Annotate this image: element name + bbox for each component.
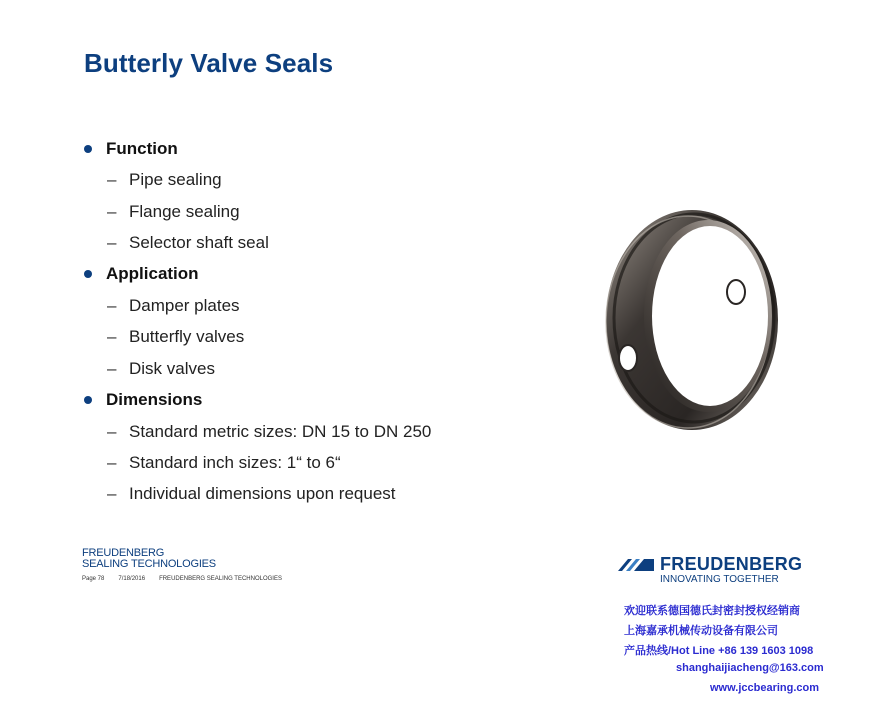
contact-line1: 欢迎联系德国德氏封密封授权经销商 <box>624 605 800 617</box>
list-item-label: Individual dimensions upon request <box>129 484 396 503</box>
footer-meta <box>82 576 282 582</box>
list-item-label: Pipe sealing <box>129 170 222 189</box>
dash-icon: – <box>107 233 117 252</box>
section-heading-dimensions <box>84 390 202 410</box>
footer-date: 7/18/2016 <box>118 576 146 582</box>
dash-icon: – <box>107 422 117 441</box>
dash-icon: – <box>107 484 117 503</box>
list-item-label: Standard metric sizes: DN 15 to DN 250 <box>129 422 432 441</box>
page-number: Page 78 <box>82 576 105 582</box>
list-item-label: Selector shaft seal <box>129 233 269 252</box>
brand-tagline: INNOVATING TOGETHER <box>660 574 779 585</box>
contact-hotline: 产品热线/Hot Line +86 139 1603 1098 <box>624 645 814 657</box>
list-item <box>107 453 341 473</box>
contact-email[interactable]: shanghaijiacheng@163.com <box>676 662 824 674</box>
list-item-label: Standard inch sizes: 1“ to 6“ <box>129 453 341 472</box>
dash-icon: – <box>107 359 117 378</box>
dash-icon: – <box>107 202 117 221</box>
dash-icon: – <box>107 296 117 315</box>
section-heading-label: Dimensions <box>106 390 203 409</box>
list-item <box>107 170 222 190</box>
seal-ring-image <box>590 200 790 440</box>
brand-name: FREUDENBERG <box>660 554 803 574</box>
dash-icon: – <box>107 453 117 472</box>
section-heading-label: Application <box>106 264 199 283</box>
section-heading-label: Function <box>106 139 178 158</box>
dash-icon: – <box>107 327 117 346</box>
page-title: Butterly Valve Seals <box>84 48 334 78</box>
list-item-label: Damper plates <box>129 296 240 315</box>
section-heading-function <box>84 139 178 159</box>
contact-line2: 上海嘉承机械传动设备有限公司 <box>624 625 778 637</box>
footer-logo-line1: FREUDENBERG <box>82 547 165 559</box>
bullet-icon <box>84 270 92 278</box>
freudenberg-logo <box>618 554 802 575</box>
list-item-label: Flange sealing <box>129 202 240 221</box>
contact-website[interactable]: www.jccbearing.com <box>710 682 820 694</box>
list-item <box>107 327 244 347</box>
list-item <box>107 233 269 253</box>
list-item <box>107 296 240 316</box>
footer-logo <box>82 548 216 570</box>
footer-logo-line2: SEALING TECHNOLOGIES <box>82 558 216 570</box>
dash-icon: – <box>107 170 117 189</box>
list-item-label: Disk valves <box>129 359 215 378</box>
list-item <box>107 422 431 442</box>
bullet-icon <box>84 396 92 404</box>
list-item-label: Butterfly valves <box>129 327 245 346</box>
freudenberg-wave-icon <box>618 557 654 573</box>
list-item <box>107 484 396 504</box>
list-item <box>107 202 240 222</box>
section-heading-application <box>84 264 199 284</box>
list-item <box>107 359 215 379</box>
footer-company: FREUDENBERG SEALING TECHNOLOGIES <box>159 576 282 582</box>
bullet-icon <box>84 145 92 153</box>
